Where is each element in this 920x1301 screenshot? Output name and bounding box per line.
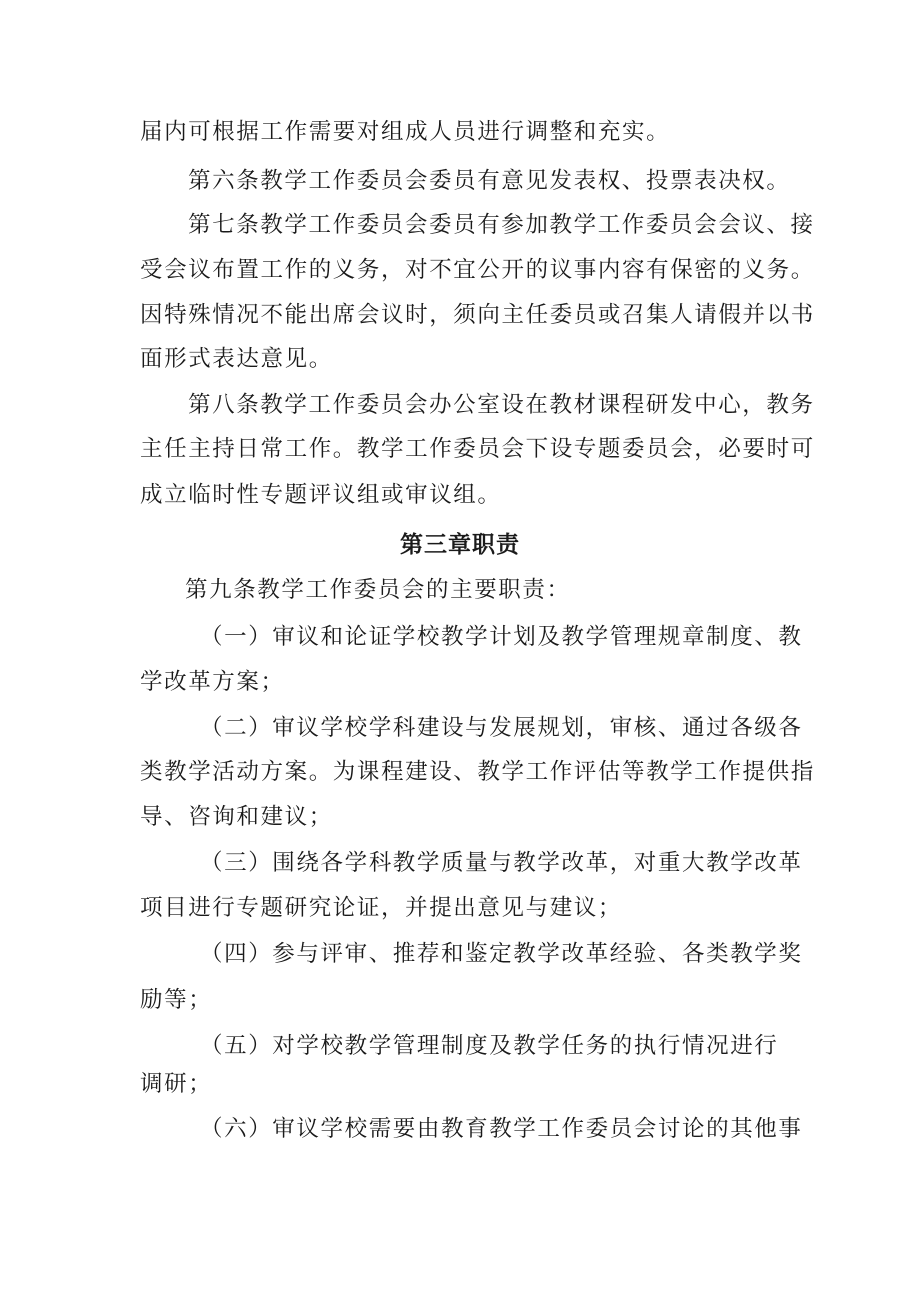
paragraph-line: 因特殊情况不能出席会议时，须向主任委员或召集人请假并以书 — [140, 302, 815, 328]
duty-item-4-line: （四）参与评审、推荐和鉴定教学改革经验、各类教学奖 — [200, 941, 803, 967]
paragraph-line: 类教学活动方案。为课程建设、教学工作评估等教学工作提供指 — [140, 759, 815, 785]
paragraph-line: 导、咨询和建议； — [140, 804, 333, 830]
paragraph-line: 面形式表达意见。 — [140, 346, 333, 372]
paragraph-line: 成立临时性专题评议组或审议组。 — [140, 482, 502, 508]
article-nine-line: 第九条教学工作委员会的主要职责： — [185, 577, 571, 603]
paragraph-line: 调研； — [140, 1071, 213, 1097]
paragraph-line: 励等； — [140, 987, 213, 1013]
paragraph-line: 受会议布置工作的义务，对不宜公开的议事内容有保密的义务。 — [140, 257, 815, 283]
article-eight-line: 第八条教学工作委员会办公室设在教材课程研发中心，教务 — [188, 392, 815, 418]
duty-item-5-line: （五）对学校教学管理制度及教学任务的执行情况进行 — [200, 1033, 779, 1059]
duty-item-6-line: （六）审议学校需要由教育教学工作委员会讨论的其他事 — [200, 1116, 803, 1142]
paragraph-line: 项目进行专题研究论证，并提出意见与建议； — [140, 895, 623, 921]
article-six-line: 第六条教学工作委员会委员有意见发表权、投票表决权。 — [188, 168, 791, 194]
paragraph-line: 学改革方案； — [140, 669, 285, 695]
duty-item-3-line: （三）围绕各学科教学质量与教学改革，对重大教学改革 — [200, 850, 803, 876]
duty-item-1-line: （一）审议和论证学校教学计划及教学管理规章制度、教 — [200, 624, 803, 650]
paragraph-line: 主任主持日常工作。教学工作委员会下设专题委员会，必要时可 — [140, 436, 815, 462]
paragraph-line: 届内可根据工作需要对组成人员进行调整和充实。 — [140, 119, 671, 145]
chapter-three-heading: 第三章职责 — [400, 532, 520, 558]
article-seven-line: 第七条教学工作委员会委员有参加教学工作委员会会议、接 — [188, 212, 815, 238]
duty-item-2-line: （二）审议学校学科建设与发展规划，审核、通过各级各 — [200, 715, 803, 741]
